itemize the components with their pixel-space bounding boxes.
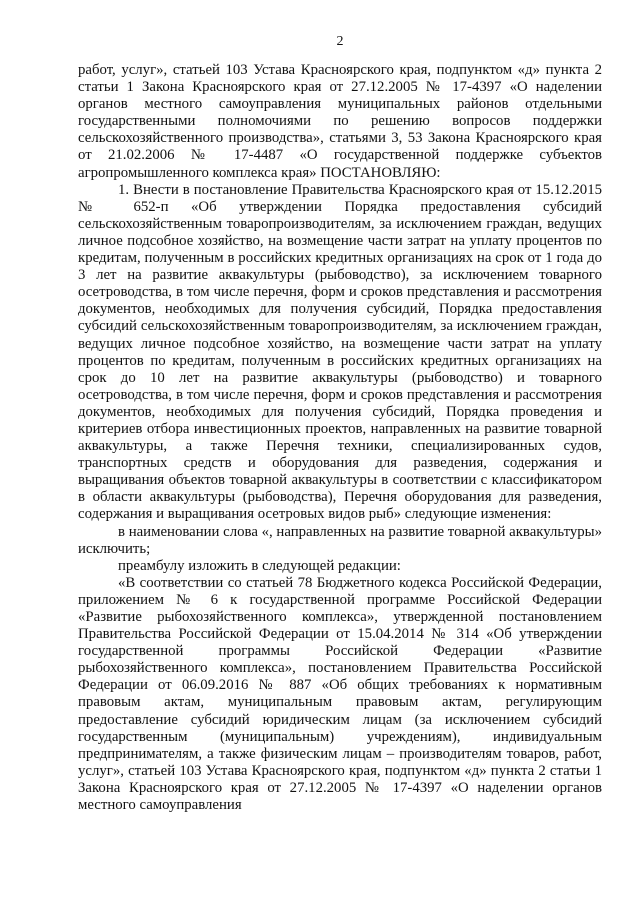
- paragraph-new-preamble: «В соответствии со статьей 78 Бюджетного кодекса Российской Федерации, приложением № 6 к государственной программе Российской Федерации «Развитие рыбохозяйственного комплекса», утвержденной постановлением Правительства Российской Федерации от 15.04.2014 № 314 «Об утверждении государственной программы Российской Федерации «Развитие рыбохозяйственного комплекса», постановлением Правительства Российской Федерации от 06.09.2016 № 887 «Об общих требованиях к нормативным правовым актам, муниципальным правовым актам, регулирующим предоставление субсидий юридическим лицам (за исключением субсидий государственным (муниципальным) учреждениям), индивидуальным предпринимателям, а также физическим лицам – производителям товаров, работ, услуг», статьей 103 Устава Красноярского края, подпунктом «д» пункта 2 статьи 1 Закона Красноярского края от 27.12.2005 № 17-4397 «О наделении органов местного самоуправления: [78, 574, 602, 814]
- paragraph-title-change: в наименовании слова «, направленных на развитие товарной аквакультуры» исключить;: [78, 523, 602, 557]
- paragraph-item-1: 1. Внести в постановление Правительства Красноярского края от 15.12.2015 № 652-п «Об утверждении Порядка предоставления субсидий сельскохозяйственным товаропроизводителям, за исключением граждан, ведущих личное подсобное хозяйство, на возмещение части затрат на уплату процентов по кредитам, полученным в российских кредитных организациях на срок от 1 года до 3 лет на развитие аквакультуры (рыбоводство), за исключением товарного осетроводства, в том числе перечня, форм и сроков представления и рассмотрения документов, необходимых для получения субсидий, Порядка предоставления субсидий сельскохозяйственным товаропроизводителям, за исключением граждан, ведущих личное подсобное хозяйство, на возмещение части затрат на уплату процентов по кредитам, полученным в российских кредитных организациях на срок до 10 лет на развитие аквакультуры (рыбоводство) и товарного осетроводства, в том числе перечня, форм и сроков представления и рассмотрения документов, необходимых для получения субсидий, Порядка проведения и критериев отбора инвестиционных проектов, направленных на развитие товарной аквакультуры, а также Перечня техники, специализированных судов, транспортных средств и оборудования для разведения, содержания и выращивания объектов товарной аквакультуры в соответствии с классификатором в области аквакультуры (рыбоводства), Перечня оборудования для разведения, содержания и выращивания осетровых видов рыб» следующие изменения:: [78, 181, 602, 523]
- page-number: 2: [336, 34, 344, 49]
- document-body: [78, 62, 602, 814]
- paragraph-preamble-continuation: работ, услуг», статьей 103 Устава Красноярского края, подпунктом «д» пункта 2 статьи 1 Закона Красноярского края от 27.12.2005 № 17-4397 «О наделении органов местного самоуправления муниципальных районов отдельными государственными полномочиями по решению вопросов поддержки сельскохозяйственного производства», статьями 3, 53 Закона Красноярского края от 21.02.2006 № 17-4487 «О государственной поддержке субъектов агропромышленного комплекса края» ПОСТАНОВЛЯЮ:: [78, 62, 602, 181]
- paragraph-preamble-instruction: преамбулу изложить в следующей редакции:: [118, 557, 401, 574]
